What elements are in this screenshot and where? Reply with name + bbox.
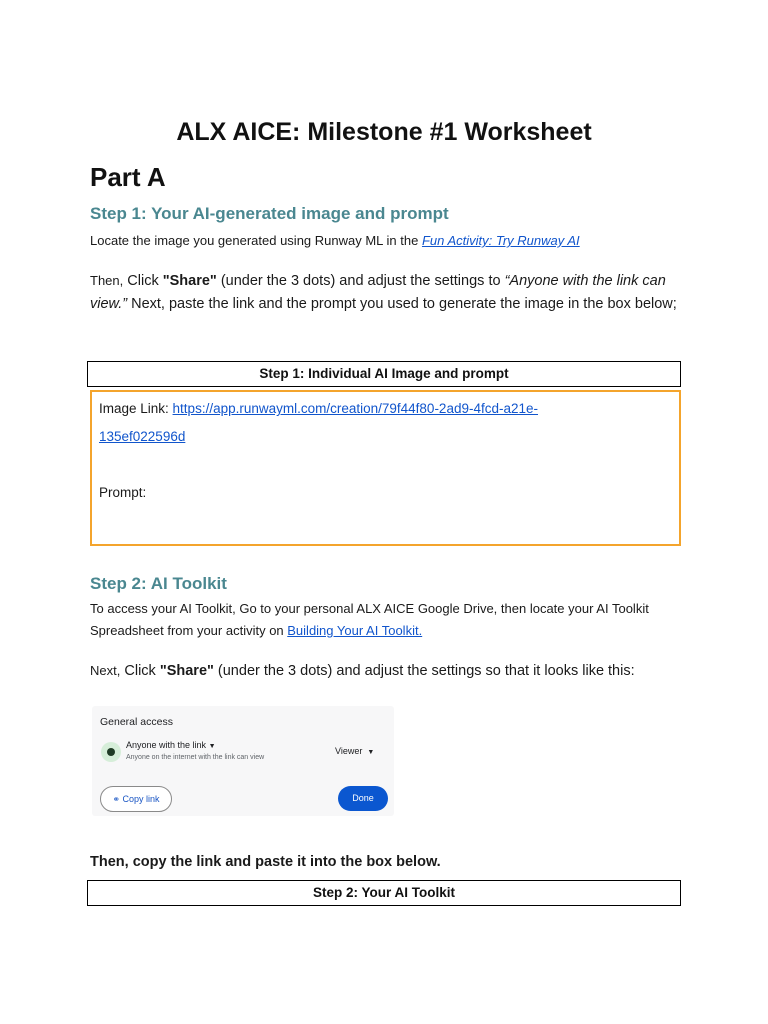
image-link-url-cont[interactable]: 135ef022596d [99,429,186,444]
step1-table-header: Step 1: Individual AI Image and prompt [87,361,681,387]
step1-locate-paragraph [90,229,680,252]
fun-activity-link[interactable]: Fun Activity: Try Runway AI [421,233,580,248]
adjust-text: (under the 3 dots) and adjust the settings to [216,273,505,289]
prompt-label: Prompt: [99,485,147,500]
step2-heading: Step 2: AI Toolkit [90,574,227,593]
document-title: ALX AICE: Milestone #1 Worksheet [176,118,592,146]
then-word: Then, [90,273,124,288]
role-value: Viewer [335,746,363,756]
access-value: Anyone with the link [126,740,207,750]
click-word: Click [123,273,163,289]
step1-heading: Step 1: Your AI-generated image and prompt [90,204,449,223]
general-access-label: General access [100,716,173,728]
step2-access-text: To access your AI Toolkit, Go to your personal ALX AICE Google Drive, then locate your AI Toolkit Spreadsheet from your activity on [90,601,649,638]
copy-link-label: Copy link [122,794,160,804]
image-link-label: Image Link: [99,401,173,416]
next-word: Next, [90,663,121,678]
share-word-2: "Share" [159,663,214,679]
access-dropdown [126,740,216,750]
caret-down-icon: ▼ [367,749,375,756]
caret-down-icon: ▼ [208,743,216,750]
access-description: Anyone on the internet with the link can view [126,754,265,761]
step1-locate-text: Locate the image you generated using Runway ML in the [90,233,422,248]
copy-link-button [100,786,172,812]
image-link-row [99,399,538,419]
step2-table-header: Step 2: Your AI Toolkit [87,880,681,906]
step1-instructions [90,269,680,316]
building-toolkit-link[interactable]: Building Your AI Toolkit. [287,623,423,638]
step2-copy-instruction: Then, copy the link and paste it into the box below. [90,854,441,870]
anyone-quote: “Anyone with the link can view.” [90,273,666,312]
step2-instructions [90,659,680,683]
step2-access-paragraph [90,598,680,642]
globe-icon [101,742,121,762]
role-dropdown [335,746,374,756]
adjust-text-2: (under the 3 dots) and adjust the settings so that it looks like this: [213,663,635,679]
share-settings-screenshot [92,706,394,816]
done-button: Done [338,786,388,811]
link-icon: ⚭ [112,794,120,804]
part-title: Part A [90,162,166,192]
click-word-2: Click [120,663,160,679]
image-link-url[interactable]: https://app.runwayml.com/creation/79f44f80-2ad9-4fcd-a21e- [172,401,539,416]
step1-answer-box[interactable] [90,390,681,546]
share-word: "Share" [162,273,217,289]
image-link-row-2 [99,427,185,447]
rest-text: Next, paste the link and the prompt you used to generate the image in the box below; [127,296,677,312]
